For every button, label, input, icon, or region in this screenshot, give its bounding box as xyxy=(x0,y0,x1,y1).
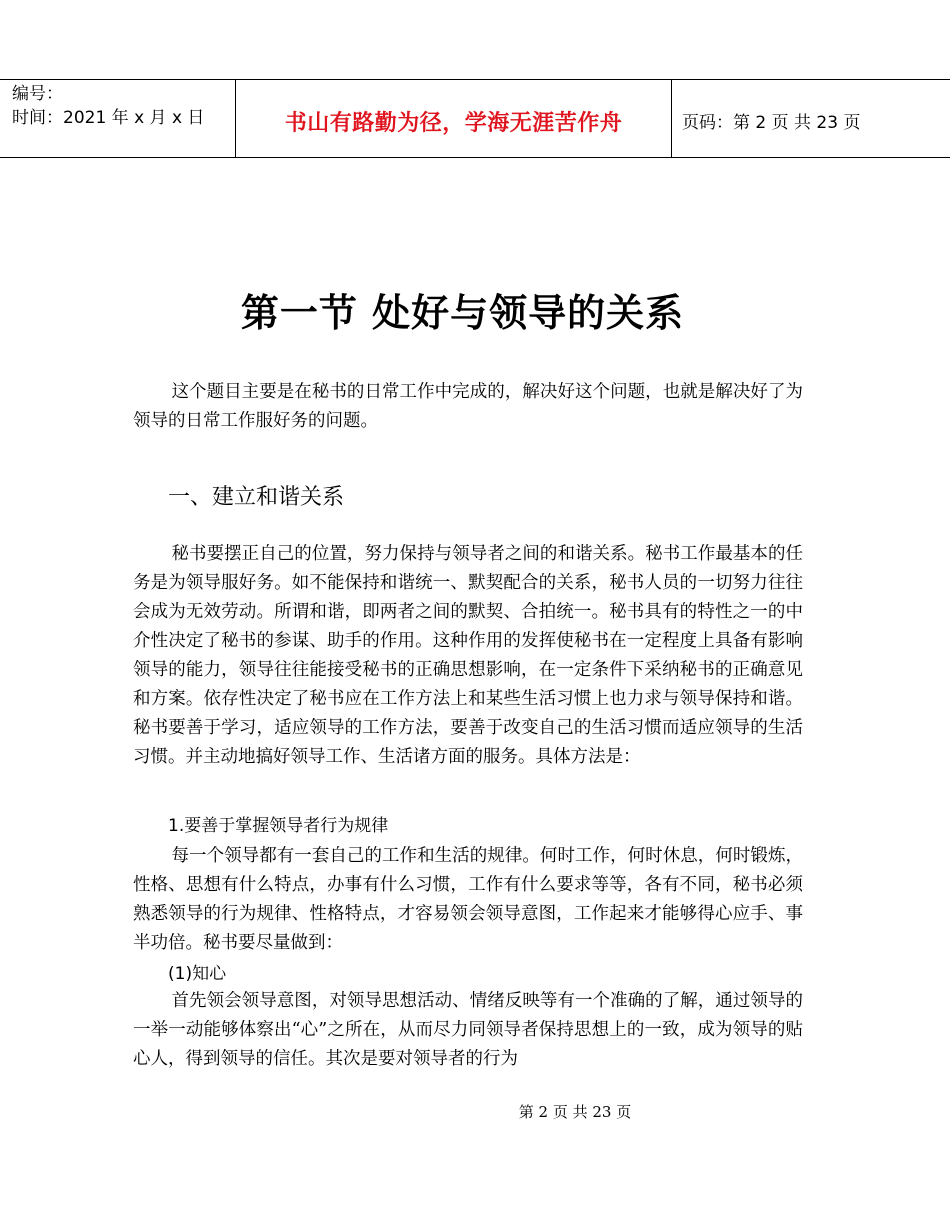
header-page-code: 页码：第 2 页 共 23 页 xyxy=(682,113,861,133)
page-title: 第一节 处好与领导的关系 xyxy=(240,291,685,335)
intro-paragraph: 这个题目主要是在秘书的日常工作中完成的，解决好这个问题，也就是解决好了为领导的日常工作服好务的问题。 xyxy=(133,382,803,431)
page-footer: 第 2 页 共 23 页 xyxy=(518,1103,632,1121)
subsection-paragraph: 每一个领导都有一套自己的工作和生活的规律。何时工作，何时休息，何时锻炼，性格、思想有什么特点，办事有什么习惯，工作有什么要求等等，各有不同，秘书必须熟悉领导的行为规律、性格特点，才容易领会领导意图，工作起来才能够得心应手、事半功倍。秘书要尽量做到： xyxy=(133,846,803,953)
item-paragraph: 首先领会领导意图，对领导思想活动、情绪反映等有一个准确的了解，通过领导的一举一动能够体察出“心”之所在，从而尽力同领导者保持思想上的一致，成为领导的贴心人，得到领导的信任。其次是要对领导者的行为 xyxy=(133,991,803,1069)
item-heading: (1)知心 xyxy=(168,964,227,984)
serial-label: 编号： xyxy=(12,84,63,104)
header-meta-cell xyxy=(0,80,236,157)
section-heading: 一、建立和谐关系 xyxy=(168,485,345,510)
section-paragraph: 秘书要摆正自己的位置，努力保持与领导者之间的和谐关系。秘书工作最基本的任务是为领导服好务。如不能保持和谐统一、默契配合的关系，秘书人员的一切努力往往会成为无效劳动。所谓和谐，即两者之间的默契、合拍统一。秘书具有的特性之一的中介性决定了秘书的参谋、助手的作用。这种作用的发挥使秘书在一定程度上具备有影响领导的能力，领导往往能接受秘书的正确思想影响，在一定条件下采纳秘书的正确意见和方案。依存性决定了秘书应在工作方法上和某些生活习惯上也力求与领导保持和谐。秘书要善于学习，适应领导的工作方法，要善于改变自己的生活习惯而适应领导的生活习惯。并主动地搞好领导工作、生活诸方面的服务。具体方法是： xyxy=(133,544,803,767)
header-motto: 书山有路勤为径，学海无涯苦作舟 xyxy=(236,80,672,157)
subsection-heading: 1.要善于掌握领导者行为规律 xyxy=(168,816,389,836)
time-label: 时间：2021 年 x 月 x 日 xyxy=(12,108,205,128)
document-header xyxy=(0,79,950,158)
